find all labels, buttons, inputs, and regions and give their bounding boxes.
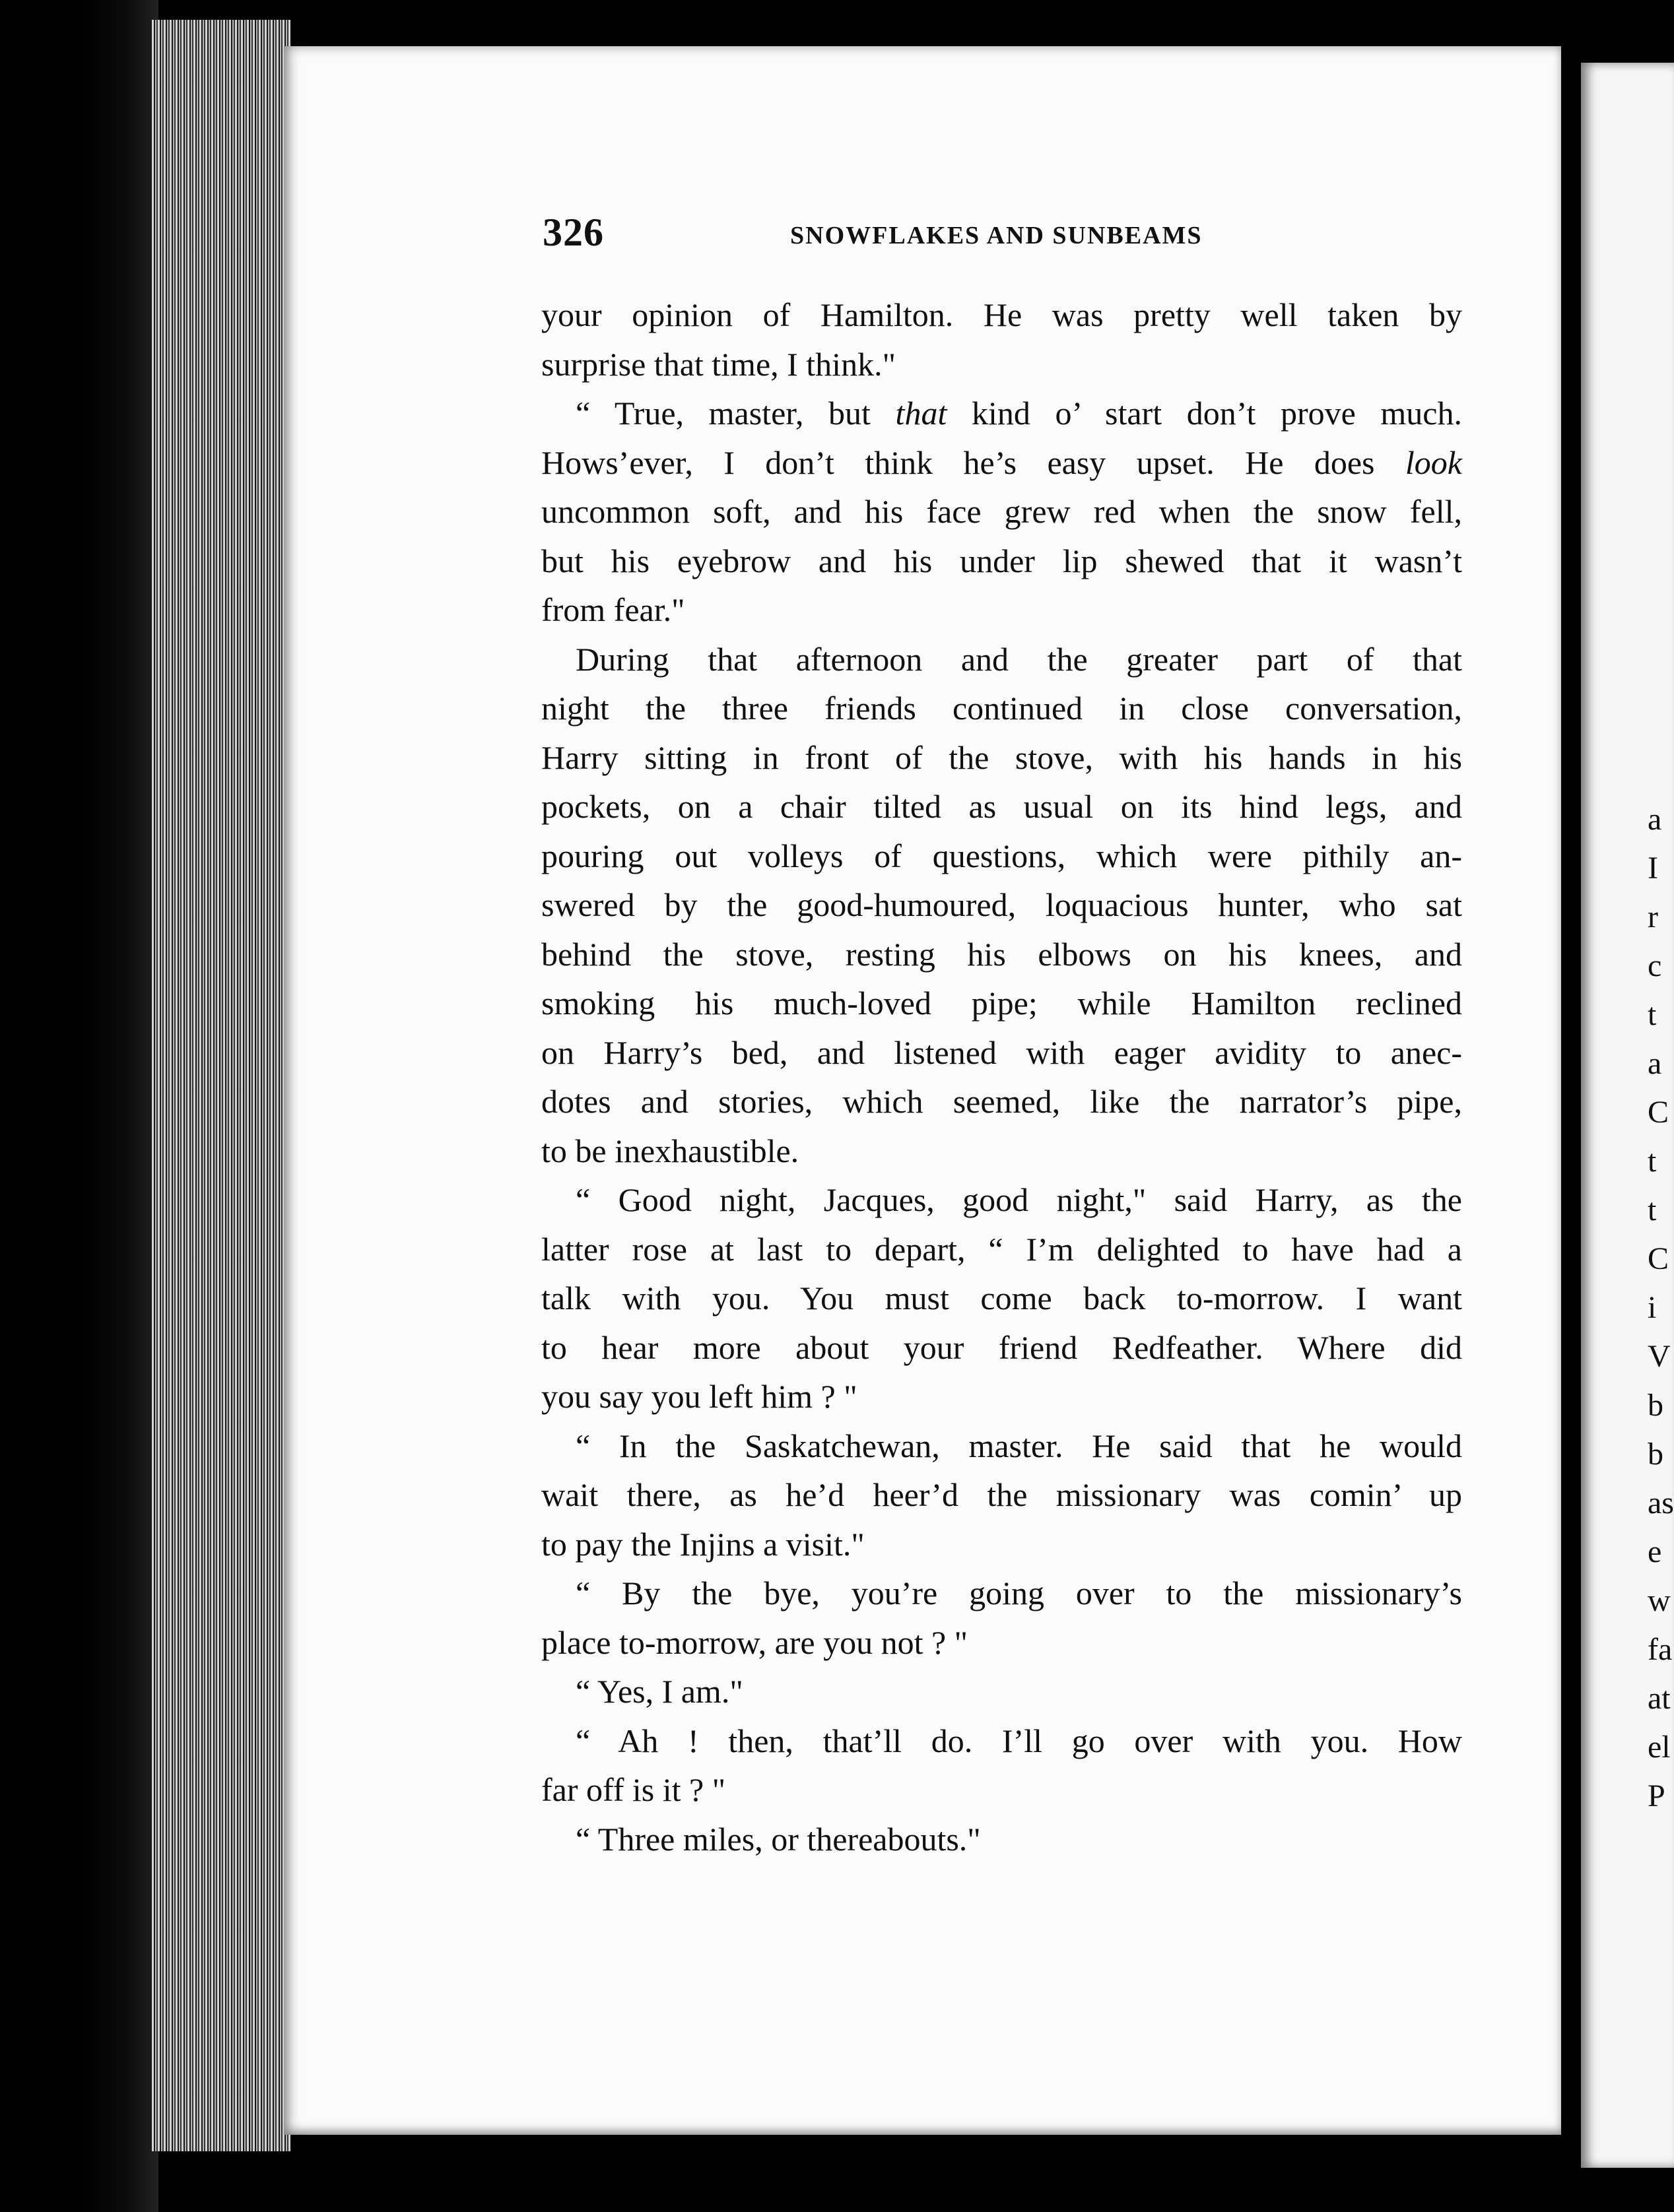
text-line: to pay the Injins a visit." xyxy=(541,1525,865,1563)
text-line: pockets, on a chair tilted as usual on its hind legs, and xyxy=(541,788,1462,825)
next-page-fragment: I xyxy=(1648,851,1658,886)
running-head xyxy=(543,210,1467,263)
text-line: to hear more about your friend Redfeather. Where did xyxy=(541,1328,1462,1366)
page-number: 326 xyxy=(543,211,604,254)
text-line: swered by the good-humoured, loquacious hunter, who sat xyxy=(541,886,1462,923)
next-page-text-fragments xyxy=(1648,795,1674,1821)
text-line: you say you left him ? " xyxy=(541,1378,857,1415)
next-page-fragment: at xyxy=(1648,1681,1671,1716)
next-page-fragment: r xyxy=(1648,899,1658,934)
next-page-fragment: fa xyxy=(1648,1632,1673,1667)
text-line: Harry sitting in front of the stove, with his hands in his xyxy=(541,738,1462,776)
text-line: night the three friends continued in close conversation, xyxy=(541,690,1462,727)
text-line: “ True, master, but that kind o’ start don’t prove much. xyxy=(576,395,1462,432)
next-page-fragment: b xyxy=(1648,1388,1663,1423)
next-page-fragment: as xyxy=(1648,1485,1674,1520)
text-line: latter rose at last to depart, “ I’m delighted to have had a xyxy=(541,1230,1462,1268)
text-line: talk with you. You must come back to-morrow. I want xyxy=(541,1280,1462,1317)
text-line: but his eyebrow and his under lip shewed that it wasn’t xyxy=(541,542,1462,579)
text-line: During that afternoon and the greater part of that xyxy=(576,640,1462,678)
next-page-fragment: a xyxy=(1648,802,1662,837)
text-line: wait there, as he’d heer’d the missionary was comin’ up xyxy=(541,1476,1462,1513)
text-line: behind the stove, resting his elbows on his knees, and xyxy=(541,935,1462,973)
next-page-fragment: V xyxy=(1648,1339,1671,1374)
next-page-fragment: i xyxy=(1648,1290,1657,1325)
next-page-fragment: c xyxy=(1648,948,1662,983)
text-line: “ Three miles, or thereabouts." xyxy=(576,1820,981,1858)
next-page-fragment: el xyxy=(1648,1730,1671,1765)
text-line: surprise that time, I think." xyxy=(541,345,896,383)
next-page-fragment: b xyxy=(1648,1437,1663,1472)
text-line: pouring out volleys of questions, which were pithily an- xyxy=(541,837,1462,874)
text-line: “ By the bye, you’re going over to the missionary’s xyxy=(576,1575,1462,1611)
running-title: SNOWFLAKES AND SUNBEAMS xyxy=(790,222,1203,249)
text-line: dotes and stories, which seemed, like the narrator’s pipe, xyxy=(541,1083,1462,1120)
book-spine-shadow xyxy=(79,0,158,2212)
next-page-fragment: a xyxy=(1648,1046,1662,1081)
text-line: Hows’ever, I don’t think he’s easy upset. He does look xyxy=(541,443,1462,481)
text-line: “ In the Saskatchewan, master. He said that he would xyxy=(576,1427,1462,1464)
text-line: smoking his much-loved pipe; while Hamilton reclined xyxy=(541,985,1462,1022)
next-page-fragment: e xyxy=(1648,1534,1662,1569)
text-line: on Harry’s bed, and listened with eager avidity to anec- xyxy=(541,1033,1462,1071)
next-page-fragment: t xyxy=(1648,1144,1657,1179)
next-page-fragment: P xyxy=(1648,1778,1665,1813)
text-line: your opinion of Hamilton. He was pretty well taken by xyxy=(541,296,1462,333)
text-line: “ Good night, Jacques, good night," said Harry, as the xyxy=(576,1181,1462,1218)
text-line: far off is it ? " xyxy=(541,1771,726,1808)
next-page-fragment: C xyxy=(1648,1241,1669,1276)
text-line: to be inexhaustible. xyxy=(541,1132,799,1169)
next-page-fragment: C xyxy=(1648,1095,1669,1130)
text-line: place to-morrow, are you not ? " xyxy=(541,1623,968,1661)
text-line: uncommon soft, and his face grew red when the snow fell, xyxy=(541,493,1462,530)
next-page-fragment: w xyxy=(1648,1583,1671,1618)
text-line: “ Yes, I am." xyxy=(576,1673,743,1710)
text-line: from fear." xyxy=(541,591,685,628)
page-stack-edge xyxy=(152,20,290,2151)
body-text xyxy=(541,290,1462,1864)
next-page-fragment: t xyxy=(1648,1192,1657,1227)
next-page-fragment: t xyxy=(1648,997,1657,1032)
text-line: “ Ah ! then, that’ll do. I’ll go over with you. How xyxy=(576,1722,1462,1759)
